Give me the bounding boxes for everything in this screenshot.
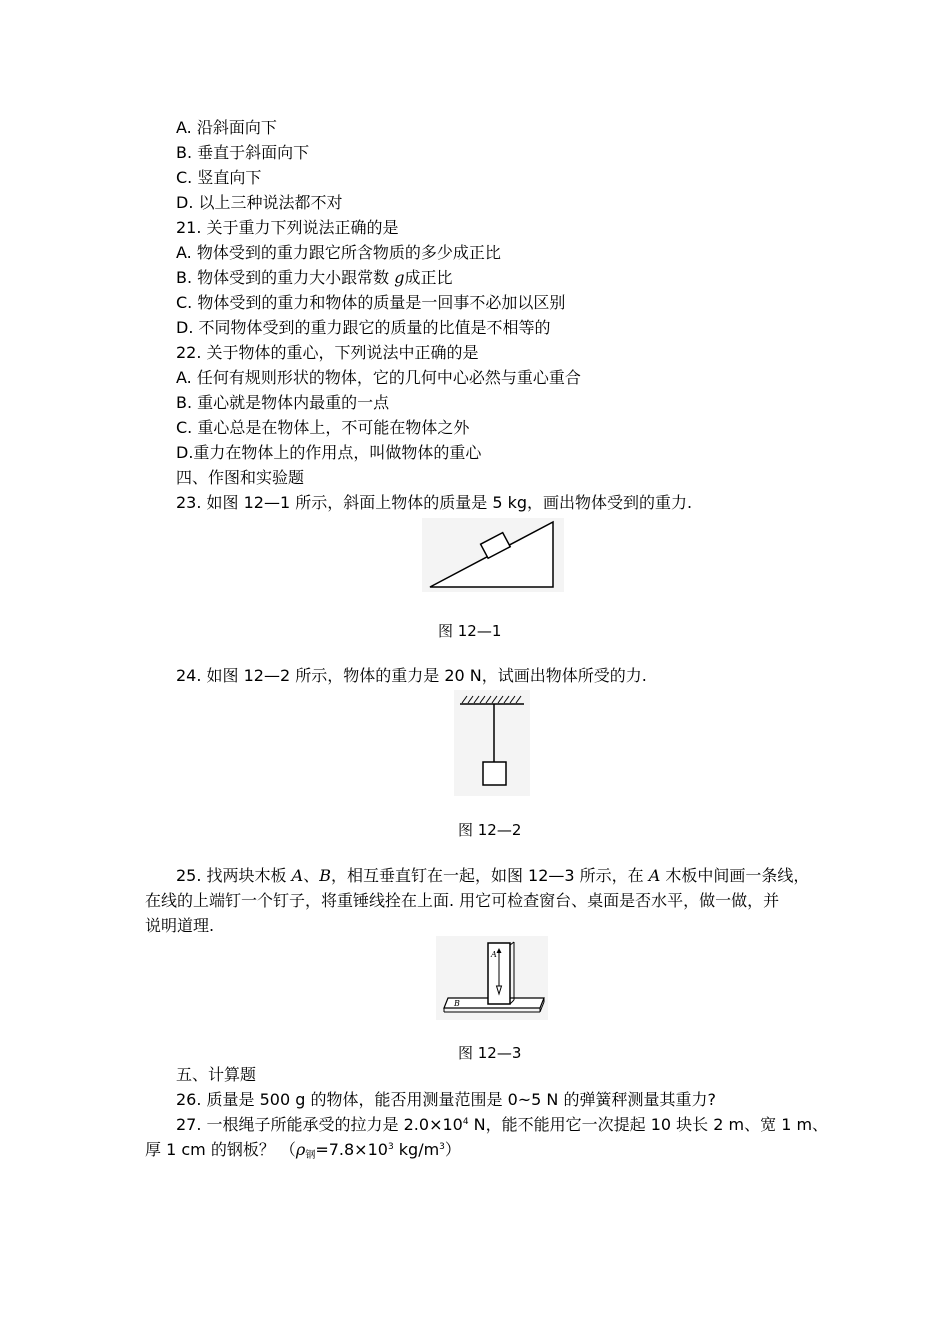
q20-option-a: A. 沿斜面向下 xyxy=(176,118,277,137)
q25-line-3: 说明道理. xyxy=(145,916,215,935)
q27-rho: ρ xyxy=(295,1140,306,1159)
figure-12-1-caption: 图 12—1 xyxy=(438,622,502,640)
q27-text-a: 27. 一根绳子所能承受的拉力是 2.0×10 xyxy=(176,1115,463,1134)
q27-text-c: 厚 1 cm 的钢板？ （ xyxy=(145,1140,296,1159)
section-5-heading: 五、计算题 xyxy=(176,1065,257,1084)
q25-var-a2: A xyxy=(648,866,661,885)
q27-line-2 xyxy=(145,1139,461,1161)
q21-option-a: A. 物体受到的重力跟它所含物质的多少成正比 xyxy=(176,243,501,262)
figure-12-2-hanging-weight xyxy=(454,690,530,796)
q20-option-b: B. 垂直于斜面向下 xyxy=(176,143,310,162)
q20-option-c: C. 竖直向下 xyxy=(176,168,262,187)
q22-option-b: B. 重心就是物体内最重的一点 xyxy=(176,393,390,412)
label-a: A xyxy=(491,950,497,959)
label-b: B xyxy=(454,999,460,1008)
q21-stem: 21. 关于重力下列说法正确的是 xyxy=(176,218,399,237)
q27-line-1 xyxy=(176,1114,828,1136)
q21-option-b xyxy=(176,267,453,289)
q27-text-b: N，能不能用它一次提起 10 块长 2 m、宽 1 m、 xyxy=(468,1115,829,1134)
q27-exp-2: 3 xyxy=(387,1142,394,1152)
q27-exp-1: 4 xyxy=(462,1117,469,1127)
q27-text-d: =7.8×10 xyxy=(315,1140,388,1159)
q27-exp-3: 3 xyxy=(439,1142,445,1152)
figure-12-3-caption: 图 12—3 xyxy=(458,1044,522,1062)
q22-option-a: A. 任何有规则形状的物体，它的几何中心必然与重心重合 xyxy=(176,368,581,387)
q21-option-d: D. 不同物体受到的重力跟它的质量的比值是不相等的 xyxy=(176,318,551,337)
q25-line-2: 在线的上端钉一个钉子，将重锤线拴在上面. 用它可检查窗台、桌面是否水平，做一做，并 xyxy=(145,891,780,910)
figure-12-2-caption: 图 12—2 xyxy=(458,821,522,839)
section-4-heading: 四、作图和实验题 xyxy=(176,468,305,487)
figure-12-3-plumb-level xyxy=(436,936,548,1020)
q25-text-b: 、 xyxy=(303,866,320,885)
q27-text-f: ） xyxy=(444,1140,461,1159)
q20-option-d: D. 以上三种说法都不对 xyxy=(176,193,343,212)
q25-line-1 xyxy=(176,865,809,887)
hanging-block xyxy=(483,762,506,785)
figure-12-1-incline xyxy=(422,518,564,592)
q25-var-a: A xyxy=(291,866,304,885)
q27-text-e: kg/m xyxy=(393,1140,440,1159)
q25-text-d: 木板中间画一条线， xyxy=(660,866,810,885)
q21-option-b-pre: B. 物体受到的重力大小跟常数 xyxy=(176,268,395,287)
q24-text: 24. 如图 12—2 所示，物体的重力是 20 N，试画出物体所受的力. xyxy=(176,666,647,685)
q25-var-b: B xyxy=(319,866,331,885)
q21-option-c: C. 物体受到的重力和物体的质量是一回事不必加以区别 xyxy=(176,293,566,312)
q21-option-b-var: g xyxy=(394,268,405,287)
q27-rho-subscript: 钢 xyxy=(305,1150,316,1161)
q26-text: 26. 质量是 500 g 的物体，能否用测量范围是 0~5 N 的弹簧秤测量其重力? xyxy=(176,1090,716,1109)
q22-stem: 22. 关于物体的重心，下列说法中正确的是 xyxy=(176,343,479,362)
q25-text-a: 25. 找两块木板 xyxy=(176,866,292,885)
q21-option-b-post: 成正比 xyxy=(404,268,453,287)
q23-text: 23. 如图 12—1 所示，斜面上物体的质量是 5 kg，画出物体受到的重力. xyxy=(176,493,693,512)
q22-option-d: D.重力在物体上的作用点，叫做物体的重心 xyxy=(176,443,482,462)
q22-option-c: C. 重心总是在物体上，不可能在物体之外 xyxy=(176,418,470,437)
q25-text-c: ，相互垂直钉在一起，如图 12—3 所示，在 xyxy=(330,866,649,885)
